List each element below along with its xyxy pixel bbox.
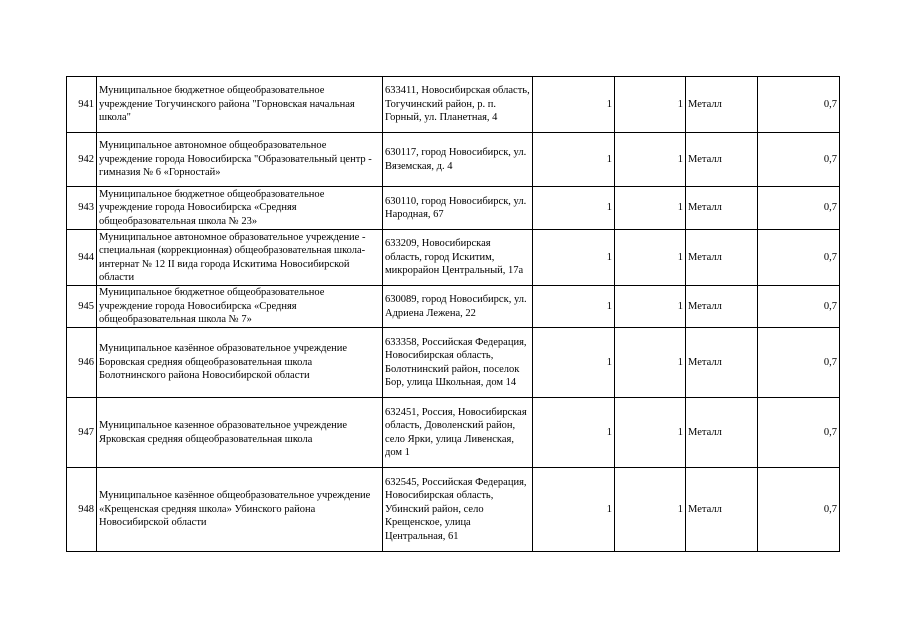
- institution-name: Муниципальное автономное образовательное учреждение - специальная (коррекционная) общеобразовательная школа-интернат № 12 II вида города Искитима Новосибирской области: [97, 230, 383, 286]
- registry-table: [66, 76, 840, 552]
- row-number: 943: [67, 187, 97, 230]
- quantity-2: 1: [615, 230, 686, 286]
- institution-name: Муниципальное казённое общеобразовательное учреждение «Крещенская средняя школа» Убинского района Новосибирской области: [97, 468, 383, 552]
- row-number: 948: [67, 468, 97, 552]
- quantity-1: 1: [533, 468, 615, 552]
- table-row: [67, 328, 840, 398]
- table-row: [67, 77, 840, 133]
- quantity-1: 1: [533, 286, 615, 328]
- quantity-2: 1: [615, 286, 686, 328]
- institution-name: Муниципальное казенное образовательное учреждение Ярковская средняя общеобразовательная школа: [97, 398, 383, 468]
- table-row: [67, 187, 840, 230]
- quantity-1: 1: [533, 398, 615, 468]
- material: Металл: [686, 398, 758, 468]
- material: Металл: [686, 133, 758, 187]
- volume: 0,7: [758, 77, 840, 133]
- quantity-1: 1: [533, 133, 615, 187]
- institution-address: 630089, город Новосибирск, ул. Адриена Лежена, 22: [383, 286, 533, 328]
- quantity-1: 1: [533, 187, 615, 230]
- institution-address: 630110, город Новосибирск, ул. Народная, 67: [383, 187, 533, 230]
- table-row: [67, 133, 840, 187]
- table-row: [67, 286, 840, 328]
- volume: 0,7: [758, 286, 840, 328]
- institution-name: Муниципальное бюджетное общеобразовательное учреждение города Новосибирска «Средняя общеобразовательная школа № 23»: [97, 187, 383, 230]
- volume: 0,7: [758, 398, 840, 468]
- quantity-1: 1: [533, 77, 615, 133]
- quantity-2: 1: [615, 468, 686, 552]
- quantity-1: 1: [533, 230, 615, 286]
- institution-address: 633411, Новосибирская область, Тогучинский район, р. п. Горный, ул. Планетная, 4: [383, 77, 533, 133]
- table-row: [67, 468, 840, 552]
- institution-name: Муниципальное бюджетное общеобразовательное учреждение города Новосибирска «Средняя общеобразовательная школа № 7»: [97, 286, 383, 328]
- volume: 0,7: [758, 187, 840, 230]
- institution-address: 632545, Российская Федерация, Новосибирская область, Убинский район, село Крещенское, улица Центральная, 61: [383, 468, 533, 552]
- material: Металл: [686, 77, 758, 133]
- row-number: 941: [67, 77, 97, 133]
- material: Металл: [686, 230, 758, 286]
- quantity-2: 1: [615, 328, 686, 398]
- material: Металл: [686, 468, 758, 552]
- institution-address: 632451, Россия, Новосибирская область, Доволенский район, село Ярки, улица Ливенская, дом 1: [383, 398, 533, 468]
- institution-name: Муниципальное бюджетное общеобразовательное учреждение Тогучинского района "Горновская начальная школа": [97, 77, 383, 133]
- row-number: 947: [67, 398, 97, 468]
- quantity-2: 1: [615, 187, 686, 230]
- institution-name: Муниципальное автономное общеобразовательное учреждение города Новосибирска "Образовательный центр - гимназия № 6 «Горностай»: [97, 133, 383, 187]
- row-number: 946: [67, 328, 97, 398]
- institution-address: 633358, Российская Федерация, Новосибирская область, Болотнинский район, поселок Бор, улица Школьная, дом 14: [383, 328, 533, 398]
- material: Металл: [686, 328, 758, 398]
- table-row: [67, 398, 840, 468]
- material: Металл: [686, 187, 758, 230]
- volume: 0,7: [758, 328, 840, 398]
- institution-address: 630117, город Новосибирск, ул. Вяземская, д. 4: [383, 133, 533, 187]
- material: Металл: [686, 286, 758, 328]
- row-number: 942: [67, 133, 97, 187]
- row-number: 945: [67, 286, 97, 328]
- quantity-2: 1: [615, 77, 686, 133]
- quantity-2: 1: [615, 133, 686, 187]
- volume: 0,7: [758, 133, 840, 187]
- institution-name: Муниципальное казённое образовательное учреждение Боровская средняя общеобразовательная школа Болотнинского района Новосибирской области: [97, 328, 383, 398]
- table-row: [67, 230, 840, 286]
- row-number: 944: [67, 230, 97, 286]
- quantity-1: 1: [533, 328, 615, 398]
- volume: 0,7: [758, 468, 840, 552]
- quantity-2: 1: [615, 398, 686, 468]
- volume: 0,7: [758, 230, 840, 286]
- institution-address: 633209, Новосибирская область, город Искитим, микрорайон Центральный, 17а: [383, 230, 533, 286]
